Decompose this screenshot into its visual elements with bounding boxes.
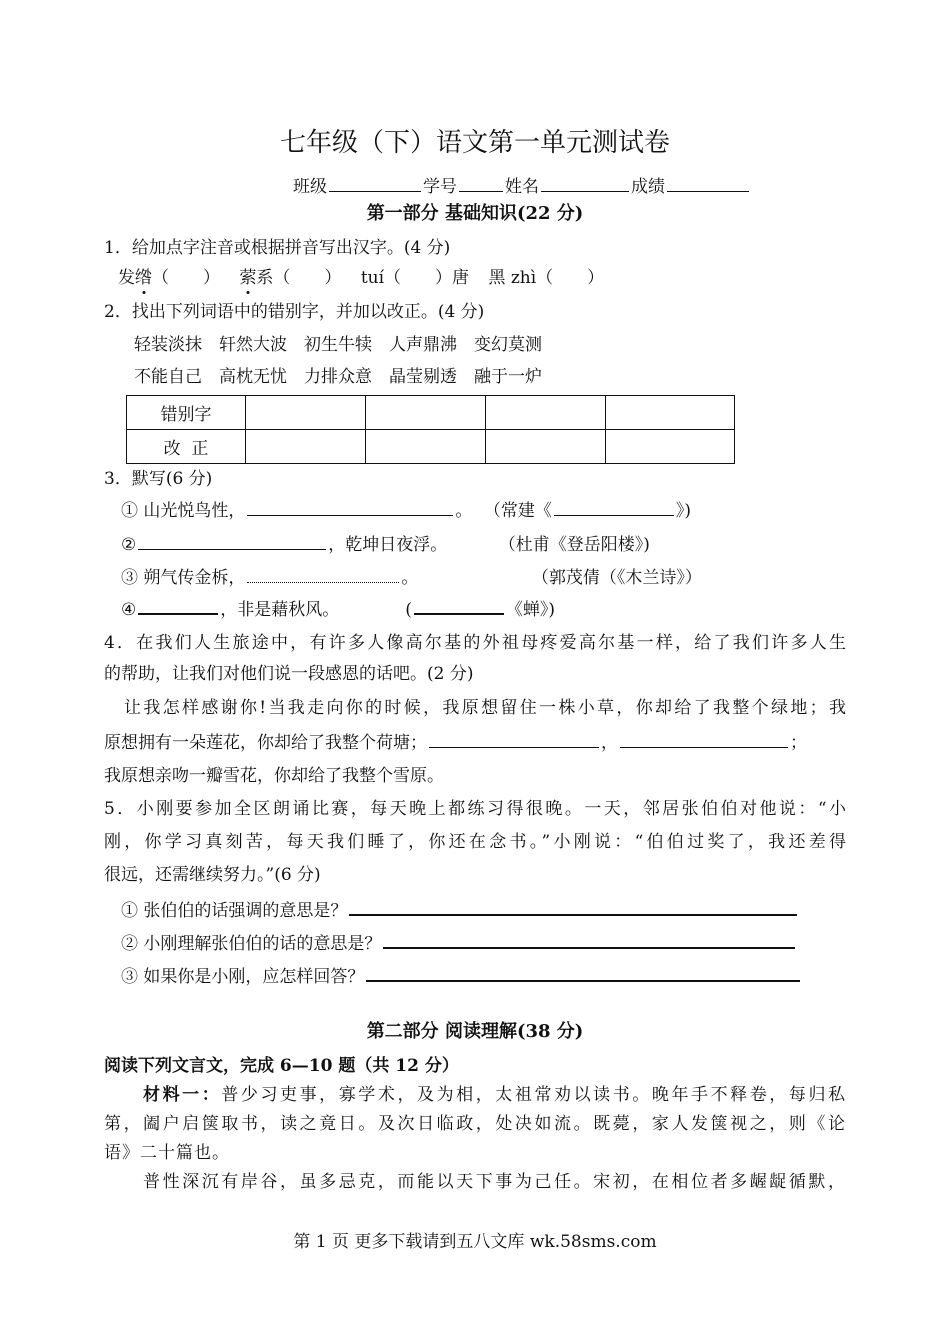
q4-blank-1[interactable] <box>429 729 599 748</box>
material-line-4: 普性深沉有岸谷，虽多忌克，而能以天下事为己任。宋初，在相位者多龌龊循默， <box>143 1172 846 1192</box>
student-info-line <box>293 173 751 200</box>
table-cell[interactable] <box>366 430 486 464</box>
q3-line4: ④ ，非是藉秋风。 ( 《蝉》) <box>121 595 555 623</box>
student-number-label: 学号 <box>423 177 457 197</box>
q3-blank-1[interactable] <box>247 497 453 516</box>
q3-blank-author[interactable] <box>554 497 674 516</box>
q5-sub3: ③ 如果你是小刚，应怎样回答？ <box>121 962 802 990</box>
q4-blank-2[interactable] <box>620 729 788 748</box>
table-cell[interactable] <box>486 430 606 464</box>
table-cell[interactable] <box>486 396 606 430</box>
table-header-correct: 改 正 <box>127 430 246 464</box>
q4-line1: 4．在我们人生旅途中，有许多人像高尔基的外祖母疼爱高尔基一样，给了我们许多人生 <box>104 633 846 653</box>
q3-line3: ③ 朔气传金柝， 。 （郭茂倩（《木兰诗》） <box>121 564 702 591</box>
table-cell[interactable] <box>246 430 366 464</box>
q2-text: 2．找出下列词语中的错别字，并加以改正。(4 分) <box>104 302 485 322</box>
reading-instruction: 阅读下列文言文，完成 6—10 题（共 12 分） <box>104 1056 459 1076</box>
q3-text: 3．默写(6 分) <box>104 469 213 489</box>
q5-answer-1[interactable] <box>349 896 797 916</box>
q3-blank-2[interactable] <box>138 531 326 550</box>
q1-text: 1．给加点字注音或根据拼音写出汉字。(4 分) <box>104 238 451 258</box>
class-field[interactable] <box>329 173 421 192</box>
q5-answer-2[interactable] <box>383 929 795 949</box>
table-row <box>127 430 735 464</box>
part2-heading: 第二部分 阅读理解(38 分) <box>366 1021 584 1042</box>
material-line-2: 第，阖户启箧取书，读之竟日。及次日临政，处决如流。既薨，家人发箧视之，则《论 <box>104 1114 846 1134</box>
table-cell[interactable] <box>246 396 366 430</box>
q2-words-row2: 不能自己 高枕无忧 力排众意 晶莹剔透 融于一炉 <box>134 367 542 387</box>
q5-answer-3[interactable] <box>366 962 800 982</box>
q3-blank-3[interactable] <box>247 564 399 583</box>
table-cell[interactable] <box>606 430 735 464</box>
class-label: 班级 <box>293 177 327 197</box>
student-number-field[interactable] <box>459 173 503 192</box>
q3-blank-4[interactable] <box>138 595 218 615</box>
material-line-1: 材料一：普少习吏事，寡学术，及为相，太祖常劝以读书。晚年手不释卷，每归私 <box>143 1085 847 1105</box>
score-label: 成绩 <box>631 177 665 197</box>
table-row <box>127 396 735 430</box>
material-line-3: 语》二十篇也。 <box>104 1143 230 1163</box>
q1-item-3: tuí（ ）唐 <box>360 268 470 288</box>
q3-line1: ① 山光悦鸟性， 。 （常建《 》) <box>121 497 691 524</box>
q1-items <box>118 265 604 291</box>
q5-line2: 刚，你学习真刻苦，每天我们睡了，你还在念书。”小刚说：“伯伯过奖了，我还差得 <box>104 832 846 852</box>
q1-item-2: 萦系（ ） <box>239 268 342 288</box>
q5-sub2: ② 小刚理解张伯伯的话的意思是？ <box>121 929 797 957</box>
material-label: 材料一： <box>143 1085 222 1105</box>
q1-item-1: 发绺（ ） <box>118 268 220 288</box>
q4-line2: 的帮助，让我们对他们说一段感恩的话吧。(2 分) <box>104 664 474 684</box>
q5-line3: 很远，还需继续努力。”(6 分) <box>104 865 321 885</box>
table-cell[interactable] <box>366 396 486 430</box>
q4-line3: 让我怎样感谢你!当我走向你的时候，我原想留住一株小草，你却给了我整个绿地；我 <box>124 698 846 718</box>
q4-line4: 原想拥有一朵莲花，你却给了我整个荷塘； ， ； <box>104 729 807 756</box>
name-field[interactable] <box>541 173 629 192</box>
part1-heading: 第一部分 基础知识(22 分) <box>366 203 584 224</box>
page-footer: 第 1 页 更多下载请到五八文库 wk.58sms.com <box>293 1232 657 1252</box>
q3-blank-4-author[interactable] <box>414 595 504 615</box>
name-label: 姓名 <box>505 177 539 197</box>
q1-item-4: 黑 zhì（ ） <box>488 268 605 288</box>
correction-table <box>126 395 735 464</box>
q4-line5: 我原想亲吻一瓣雪花，你却给了我整个雪原。 <box>104 766 444 786</box>
table-header-wrong: 错别字 <box>127 396 246 430</box>
q5-sub1: ① 张伯伯的话强调的意思是？ <box>121 896 799 924</box>
score-field[interactable] <box>667 173 749 192</box>
q5-line1: 5．小刚要参加全区朗诵比赛，每天晚上都练习得很晚。一天，邻居张伯伯对他说：“小 <box>104 799 846 819</box>
q2-words-row1: 轻装淡抹 轩然大波 初生牛犊 人声鼎沸 变幻莫测 <box>134 335 542 355</box>
table-cell[interactable] <box>606 396 735 430</box>
q3-line2: ② ，乾坤日夜浮。 （杜甫《登岳阳楼》) <box>121 531 650 558</box>
page-title: 七年级（下）语文第一单元测试卷 <box>279 128 670 158</box>
